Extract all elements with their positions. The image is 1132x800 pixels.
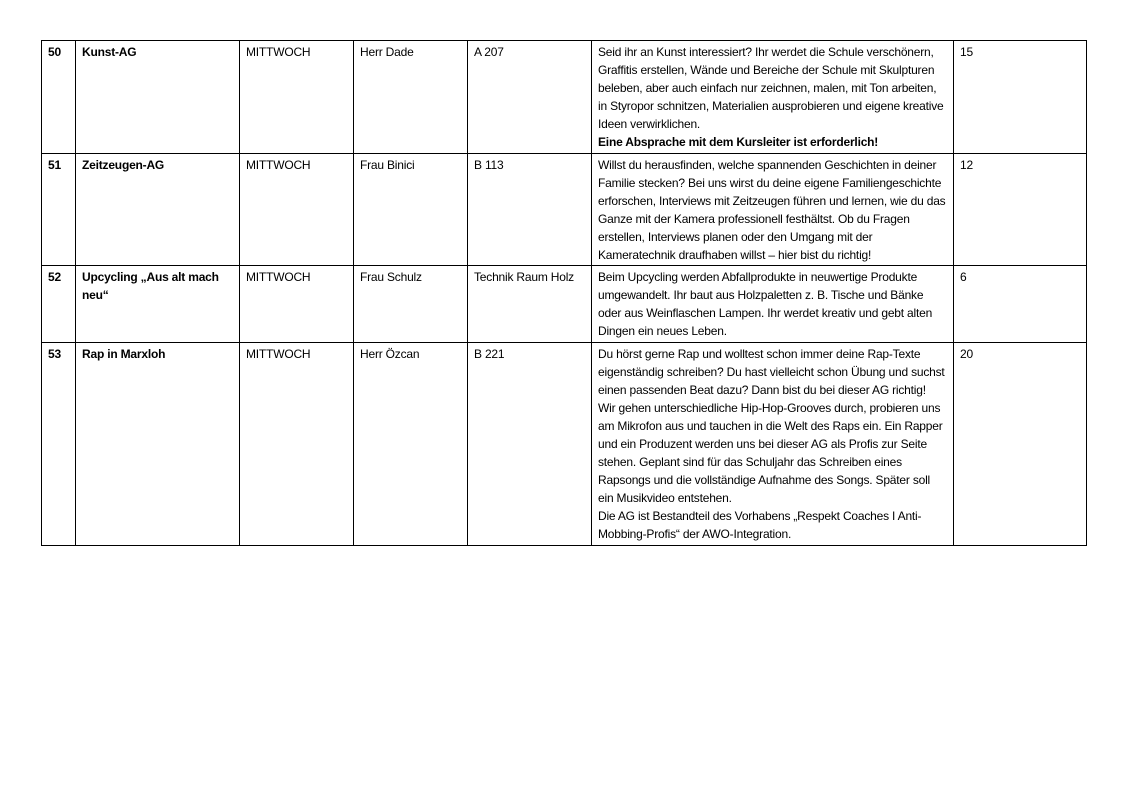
- ag-description: Du hörst gerne Rap und wolltest schon immer deine Rap-Texte eigenständig schreiben? Du hast vielleicht schon Übung und suchst einen passenden Beat dazu? Dann bist du bei dieser AG richtig!: [598, 346, 945, 397]
- ag-description: Willst du herausfinden, welche spannenden Geschichten in deiner Familie stecken? Bei uns wirst du deine eigene Familiengeschichte erforschen, Interviews mit Zeitzeugen führen und lernen, wie du das Ganze mit der Kamera professionell festhältst. Ob du Fragen erstellen, Interviews planen oder den Umgang mit der Kameratechnik draufhaben willst – hier bist du richtig!: [598, 157, 946, 263]
- ag-room: B 113: [468, 153, 592, 266]
- ag-description: Beim Upcycling werden Abfallprodukte in neuwertige Produkte umgewandelt. Ihr baut aus Holzpaletten z. B. Tische und Bänke oder aus Weinflaschen Lampen. Ihr werdet kreativ und gebt alten Dingen ein neues Leben.: [598, 270, 933, 339]
- ag-description-cell: [592, 153, 954, 266]
- ag-table: [41, 40, 1087, 546]
- ag-description-part3: Die AG ist Bestandteil des Vorhabens „Respekt Coaches I Anti-Mobbing-Profis“ der AWO-Integration.: [598, 509, 922, 542]
- ag-teacher: Frau Schulz: [354, 266, 468, 342]
- ag-name: Zeitzeugen-AG: [76, 153, 240, 266]
- table-row: [42, 41, 1087, 154]
- ag-description-cell: [592, 41, 954, 154]
- ag-day: MITTWOCH: [240, 153, 354, 266]
- ag-number: 51: [42, 153, 76, 266]
- ag-places: 15: [954, 41, 1087, 154]
- ag-name: Upcycling „Aus alt mach neu“: [76, 266, 240, 342]
- ag-number: 50: [42, 41, 76, 154]
- ag-places: 20: [954, 342, 1087, 545]
- table-row: [42, 342, 1087, 545]
- ag-number: 53: [42, 342, 76, 545]
- table-row: [42, 153, 1087, 266]
- ag-day: MITTWOCH: [240, 41, 354, 154]
- ag-teacher: Herr Dade: [354, 41, 468, 154]
- ag-note: Eine Absprache mit dem Kursleiter ist erforderlich!: [598, 135, 879, 150]
- ag-room: Technik Raum Holz: [468, 266, 592, 342]
- ag-description-cell: [592, 342, 954, 545]
- table-row: [42, 266, 1087, 342]
- ag-day: MITTWOCH: [240, 266, 354, 342]
- ag-teacher: Frau Binici: [354, 153, 468, 266]
- ag-description: Seid ihr an Kunst interessiert? Ihr werdet die Schule verschönern, Graffitis erstellen, Wände und Bereiche der Schule mit Skulpturen beleben, aber auch einfach nur zeichnen, malen, mit Ton arbeiten, in Styropor schnitzen, Materialien ausprobieren und eigene kreative Ideen verwirklichen.: [598, 45, 944, 132]
- ag-number: 52: [42, 266, 76, 342]
- ag-name: Rap in Marxloh: [76, 342, 240, 545]
- ag-name: Kunst-AG: [76, 41, 240, 154]
- ag-description-part2: Wir gehen unterschiedliche Hip-Hop-Grooves durch, probieren uns am Mikrofon aus und tauchen in die Welt des Raps ein. Ein Rapper und ein Produzent werden uns bei dieser AG als Profis zur Seite stehen. Geplant sind für das Schuljahr das Schreiben eines Rapsongs und die vollständige Aufnahme des Songs. Später soll ein Musikvideo entstehen.: [598, 400, 943, 506]
- ag-places: 12: [954, 153, 1087, 266]
- ag-room: B 221: [468, 342, 592, 545]
- ag-teacher: Herr Özcan: [354, 342, 468, 545]
- ag-description-cell: [592, 266, 954, 342]
- ag-places: 6: [954, 266, 1087, 342]
- ag-day: MITTWOCH: [240, 342, 354, 545]
- ag-room: A 207: [468, 41, 592, 154]
